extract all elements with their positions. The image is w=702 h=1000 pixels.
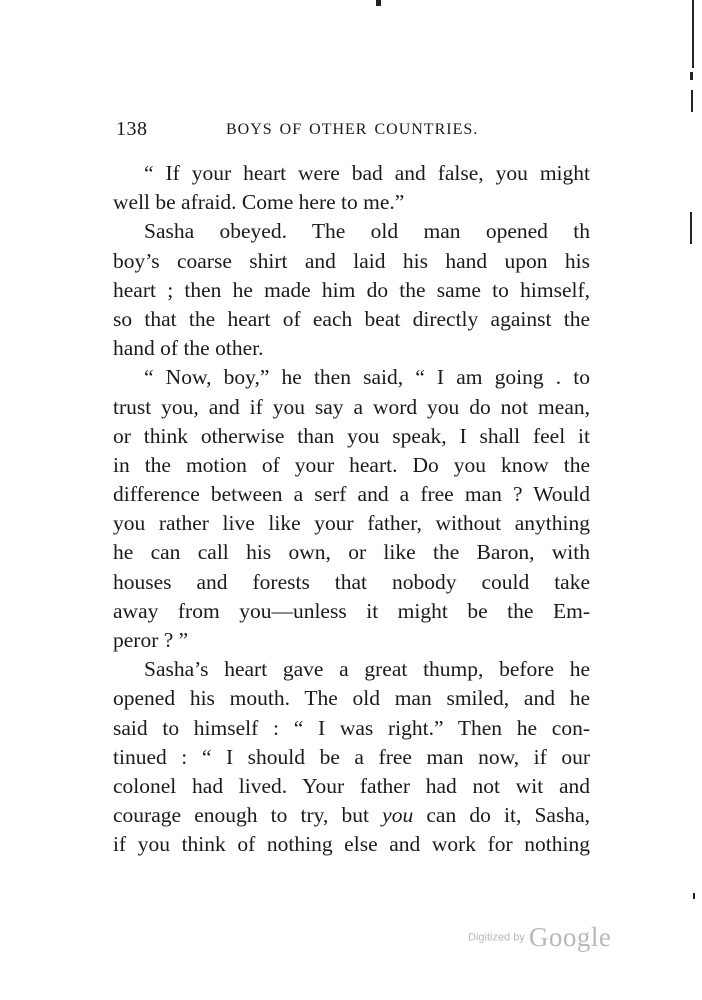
text-line: houses and forests that nobody could take <box>113 569 590 594</box>
text-line: in the motion of your heart. Do you know the <box>113 452 590 477</box>
text-line: hand of the other. <box>113 336 264 361</box>
text-line: said to himself : “ I was right.” Then he con- <box>113 715 590 740</box>
text-segment: courage enough to try, but <box>113 803 369 828</box>
text-line: Sasha’s heart gave a great thump, before he <box>144 657 590 682</box>
text-line: peror ? ” <box>113 628 189 652</box>
text-line: you rather live like your father, without anything <box>113 511 590 536</box>
text-line: Sasha obeyed. The old man opened th <box>144 219 590 244</box>
text-line: away from you—unless it might be the Em- <box>113 598 590 623</box>
google-logo: Google <box>528 922 612 952</box>
text-segment: can do it, Sasha, <box>426 803 591 828</box>
page-number: 138 <box>116 118 148 140</box>
emphasized-word: you <box>382 803 414 828</box>
text-line: trust you, and if you say a word you do not mean, <box>113 394 590 419</box>
text-line: boy’s coarse shirt and laid his hand upon his <box>113 248 590 273</box>
text-line: “ Now, boy,” he then said, “ I am going . to <box>144 365 590 390</box>
running-title: BOYS OF OTHER COUNTRIES. <box>226 121 479 138</box>
text-line: so that the heart of each beat directly against the <box>113 306 590 331</box>
text-line: “ If your heart were bad and false, you might <box>144 161 590 185</box>
scan-edge-mark <box>690 72 693 80</box>
text-line <box>113 801 590 830</box>
scan-edge-mark <box>690 212 692 244</box>
text-line: heart ; then he made him do the same to himself, <box>113 277 590 302</box>
text-line: tinued : “ I should be a free man now, if our <box>113 744 590 769</box>
body-text <box>113 159 590 860</box>
text-line: if you think of nothing else and work for nothing <box>113 832 590 857</box>
watermark-prefix: Digitized by <box>468 931 525 944</box>
text-line: or think otherwise than you speak, I shall feel it <box>113 423 590 448</box>
scan-edge-mark <box>693 893 695 899</box>
scan-edge-mark <box>376 0 381 6</box>
text-line: difference between a serf and a free man ? Would <box>113 482 590 507</box>
text-line: colonel had lived. Your father had not wit and <box>113 773 590 798</box>
scan-edge-mark <box>691 90 693 112</box>
text-line: well be afraid. Come here to me.” <box>113 190 405 215</box>
scan-edge-mark <box>692 0 694 68</box>
text-line: opened his mouth. The old man smiled, and he <box>113 686 590 711</box>
text-line: he can call his own, or like the Baron, with <box>113 540 590 565</box>
digitized-by-google-watermark <box>468 922 611 953</box>
